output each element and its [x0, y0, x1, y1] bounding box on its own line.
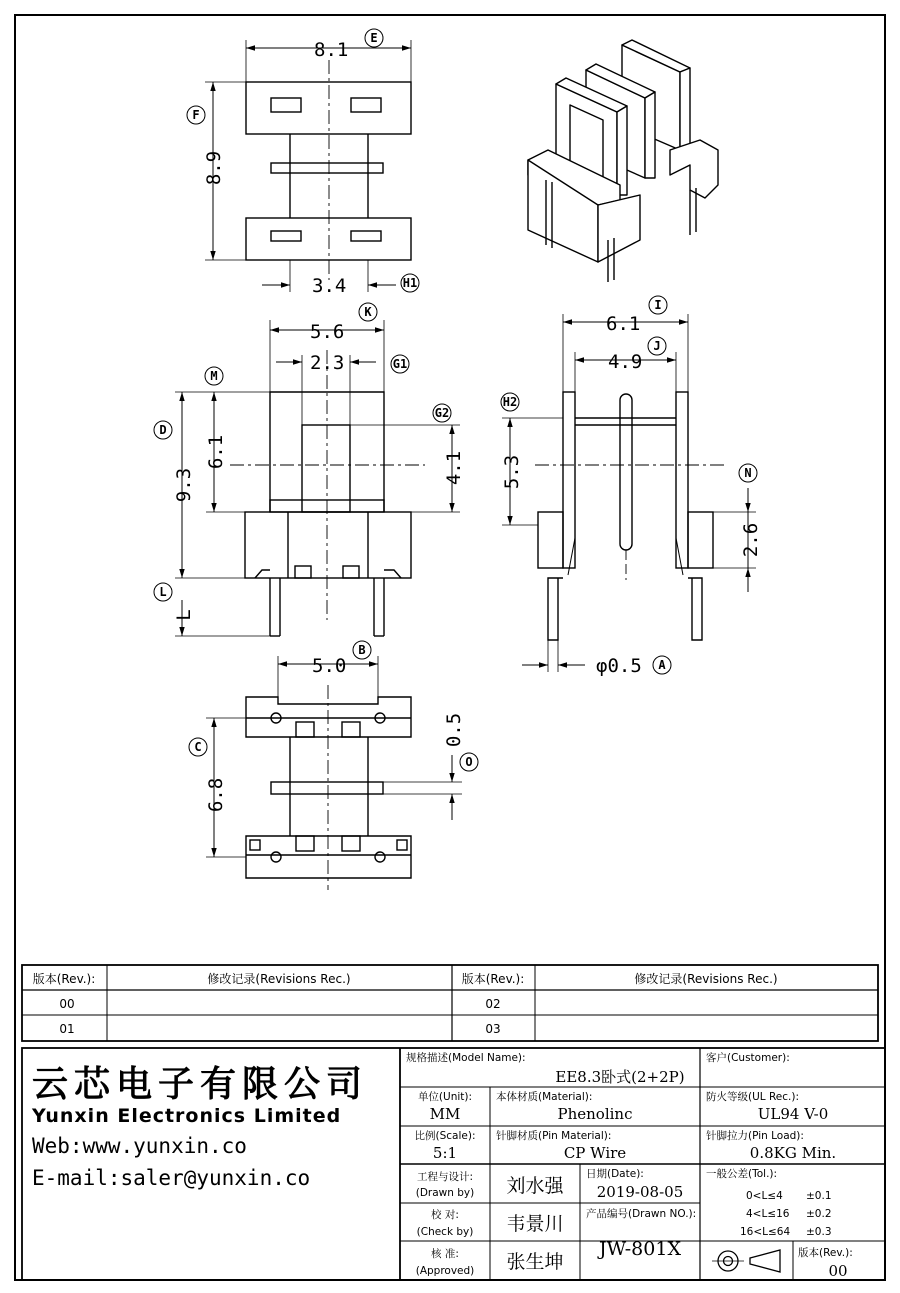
check-label: 校 对: [431, 1209, 459, 1221]
rev-row-01: 01 [59, 1022, 75, 1036]
callout-m: M [210, 369, 218, 383]
unit-label: 单位(Unit): [417, 1091, 473, 1103]
pin-load-label: 针脚拉力(Pin Load): [706, 1130, 804, 1142]
material-value: Phenolinc [557, 1105, 633, 1123]
bottom-view [206, 656, 462, 890]
material-label: 本体材质(Material): [496, 1091, 593, 1103]
callout-h2: H2 [502, 395, 518, 409]
tol-label: 一般公差(Tol.): [706, 1168, 778, 1180]
company-web: Web:www.yunxin.co [32, 1134, 247, 1158]
pin-load-value: 0.8KG Min. [749, 1144, 837, 1162]
date-value: 2019-08-05 [596, 1183, 684, 1201]
tol-range-3: 16<L≤64 [740, 1226, 791, 1238]
callout-o: O [465, 755, 473, 769]
callout-a: A [658, 658, 666, 672]
approve-value: 张生坤 [506, 1251, 564, 1273]
dim-c-value: 6.8 [205, 777, 227, 813]
ul-label: 防火等级(UL Rec.): [706, 1091, 799, 1103]
callout-e: E [370, 31, 378, 45]
date-label: 日期(Date): [586, 1168, 644, 1180]
drawn-label: 工程与设计: [416, 1171, 474, 1183]
dim-g2-value: 4.1 [443, 450, 465, 486]
rec-header-right: 修改记录(Revisions Rec.) [634, 972, 778, 986]
dim-b-value: 5.0 [312, 655, 347, 677]
check-label-en: (Check by) [416, 1226, 474, 1238]
callout-l: L [159, 585, 167, 599]
callout-k: K [364, 305, 372, 319]
rev-row-00: 00 [59, 997, 75, 1011]
dim-h1-value: 3.4 [312, 275, 347, 297]
scale-label: 比例(Scale): [414, 1130, 476, 1142]
dim-i-value: 6.1 [606, 313, 641, 335]
tol-value-2: ±0.2 [806, 1208, 832, 1220]
rev-row-03: 03 [485, 1022, 501, 1036]
callout-h1: H1 [402, 276, 418, 290]
approve-label-en: (Approved) [415, 1265, 475, 1277]
approve-label: 核 准: [431, 1248, 459, 1260]
dim-d-value: 9.3 [173, 467, 195, 503]
rec-header-left: 修改记录(Revisions Rec.) [207, 972, 351, 986]
callout-i: I [654, 298, 662, 312]
callout-g2: G2 [434, 406, 450, 420]
customer-label: 客户(Customer): [706, 1052, 790, 1064]
isometric-view [528, 40, 718, 282]
callout-f: F [192, 108, 200, 122]
callout-n: N [744, 466, 752, 480]
drawing-no-label: 产品编号(Drawn NO.): [586, 1208, 697, 1220]
pin-material-label: 针脚材质(Pin Material): [496, 1130, 612, 1142]
tol-value-3: ±0.3 [806, 1226, 832, 1238]
dim-h2-value: 5.3 [501, 454, 523, 490]
drawing-no-value: JW-801X [599, 1238, 681, 1260]
callout-d: D [159, 423, 167, 437]
projection-symbol-icon [712, 1250, 780, 1272]
rev-header-left: 版本(Rev.): [32, 972, 96, 986]
dim-o-value: 0.5 [443, 712, 465, 748]
dim-k-value: 5.6 [310, 321, 345, 343]
rev-header-right: 版本(Rev.): [461, 972, 525, 986]
drawn-label-en: (Drawn by) [415, 1187, 475, 1199]
callout-j: J [653, 339, 661, 353]
drawn-value: 刘水强 [506, 1175, 564, 1197]
rev-row-02: 02 [485, 997, 501, 1011]
dim-m-value: 6.1 [205, 434, 227, 470]
tol-range-2: 4<L≤16 [746, 1208, 790, 1220]
model-label: 规格描述(Model Name): [406, 1052, 526, 1064]
company-name-en: Yunxin Electronics Limited [32, 1105, 342, 1127]
rev-label: 版本(Rev.): [798, 1247, 853, 1259]
scale-value: 5:1 [432, 1144, 458, 1162]
dim-f-value: 8.9 [203, 150, 225, 186]
ul-value: UL94 V-0 [757, 1105, 829, 1123]
dim-j-value: 4.9 [608, 351, 643, 373]
pin-material-value: CP Wire [563, 1144, 627, 1162]
dim-e-value: 8.1 [314, 39, 349, 61]
company-email: E-mail:saler@yunxin.co [32, 1166, 311, 1190]
dim-n-value: 2.6 [740, 522, 762, 558]
tol-value-1: ±0.1 [806, 1190, 832, 1202]
callout-c: C [194, 740, 202, 754]
rev-value: 00 [828, 1262, 848, 1280]
dim-a-value: φ0.5 [596, 655, 642, 677]
tol-range-1: 0<L≤4 [746, 1190, 783, 1202]
unit-value: MM [429, 1105, 461, 1123]
company-name-cn: 云芯电子有限公司 [32, 1064, 369, 1105]
dim-g1-value: 2.3 [310, 352, 345, 374]
model-value: EE8.3卧式(2+2P) [555, 1068, 685, 1086]
dim-l-value: L [173, 609, 195, 621]
top-view [205, 40, 411, 292]
callout-g1: G1 [392, 357, 408, 371]
callout-b: B [358, 643, 366, 657]
check-value: 韦景川 [506, 1213, 564, 1235]
